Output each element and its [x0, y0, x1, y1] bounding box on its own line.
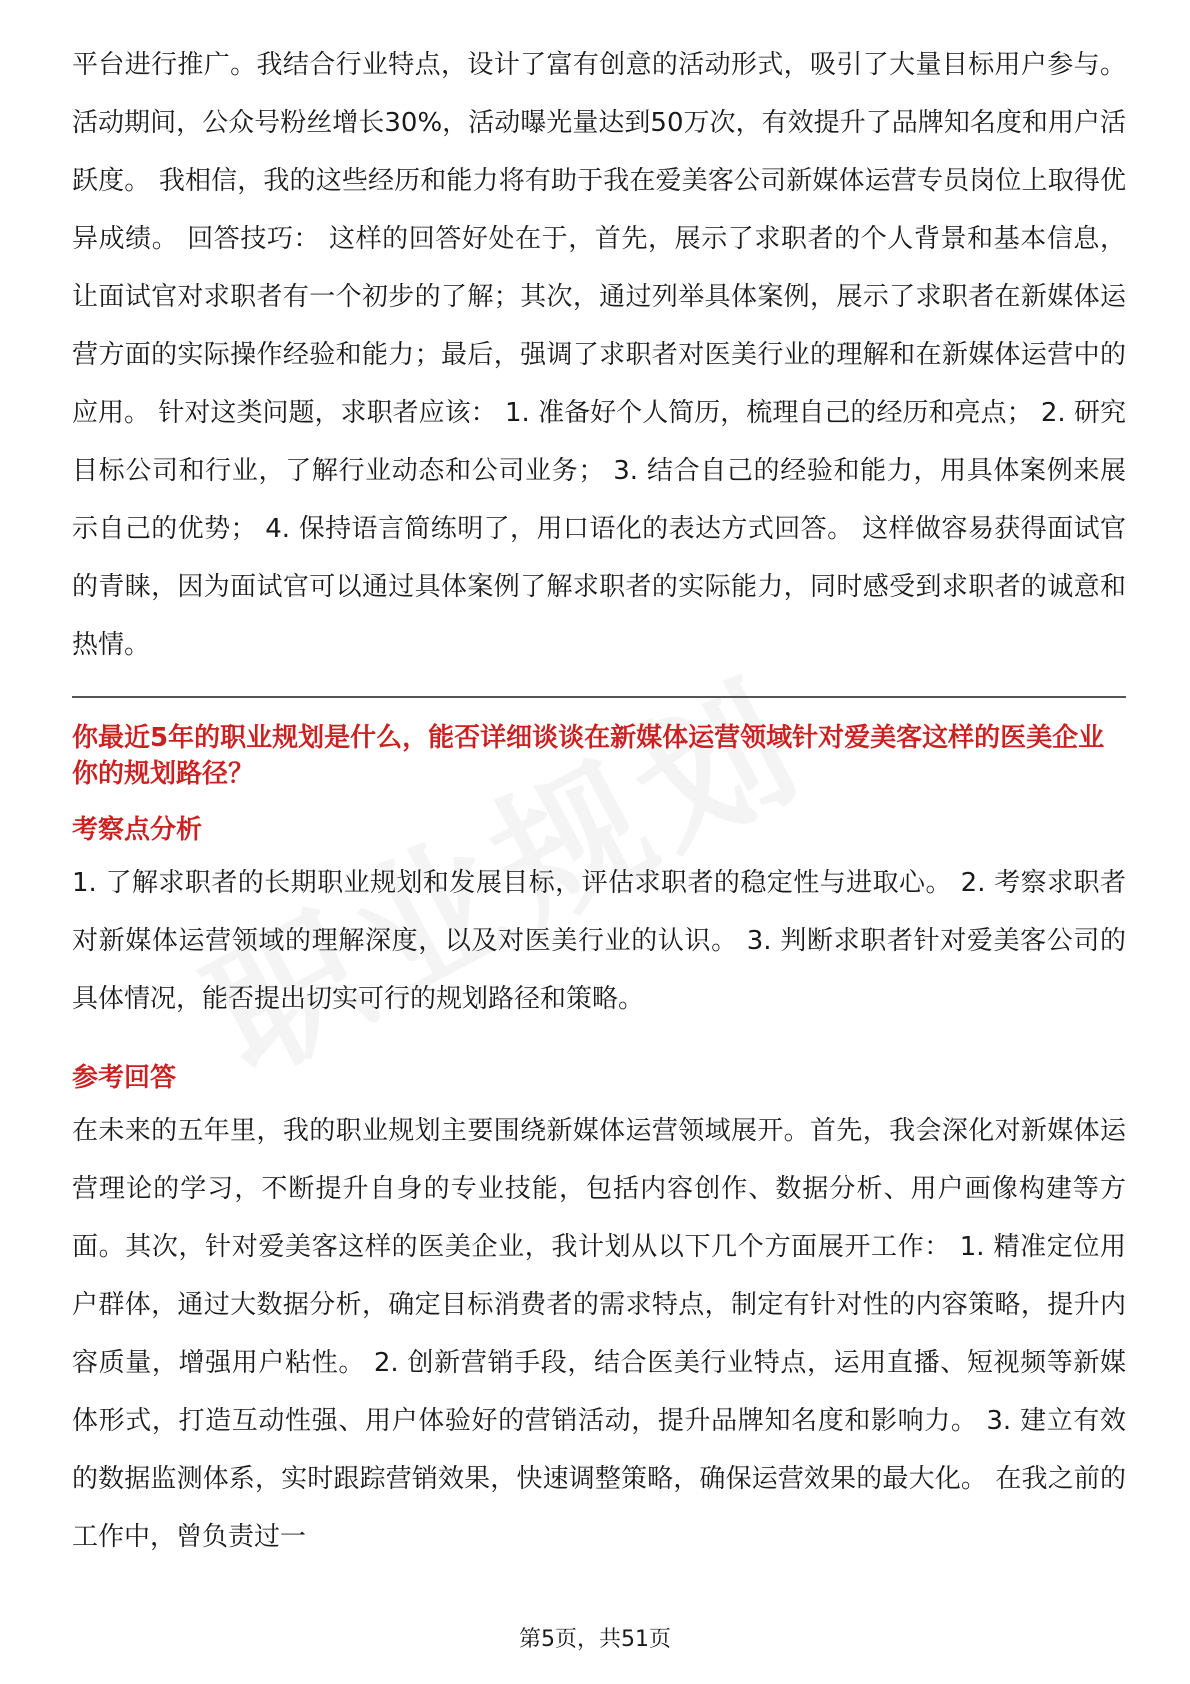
question-title: 你最近5年的职业规划是什么，能否详细谈谈在新媒体运营领域针对爱美客这样的医美企业你的规划路径？ [72, 723, 1105, 789]
document-page [72, 36, 1126, 1566]
analysis-text: 1. 了解求职者的长期职业规划和发展目标，评估求职者的稳定性与进取心。 2. 考察求职者对新媒体运营领域的理解深度，以及对医美行业的认识。 3. 判断求职者针对爱美客公司的具体情况，能否提出切实可行的规划路径和策略。 [72, 868, 1126, 1014]
page-number-footer: 第5页，共51页 [519, 1627, 671, 1652]
analysis-heading: 考察点分析 [72, 815, 203, 845]
intro-paragraph: 平台进行推广。我结合行业特点，设计了富有创意的活动形式，吸引了大量目标用户参与。活动期间，公众号粉丝增长30%，活动曝光量达到50万次，有效提升了品牌知名度和用户活跃度。 我相信，我的这些经历和能力将有助于我在爱美客公司新媒体运营专员岗位上取得优异成绩。 回答技巧： 这样的回答好处在于，首先，展示了求职者的个人背景和基本信息，让面试官对求职者有一个初步的了解；其次，通过列举具体案例，展示了求职者在新媒体运营方面的实际操作经验和能力；最后，强调了求职者对医美行业的理解和在新媒体运营中的应用。 针对这类问题，求职者应该： 1. 准备好个人简历，梳理自己的经历和亮点； 2. 研究目标公司和行业，了解行业动态和公司业务； 3. 结合自己的经验和能力，用具体案例来展示自己的优势； 4. 保持语言简练明了，用口语化的表达方式回答。 这样做容易获得面试官的青睐，因为面试官可以通过具体案例了解求职者的实际能力，同时感受到求职者的诚意和热情。 [72, 50, 1126, 660]
answer-heading: 参考回答 [72, 1063, 177, 1093]
answer-text: 在未来的五年里，我的职业规划主要围绕新媒体运营领域展开。首先，我会深化对新媒体运营理论的学习，不断提升自身的专业技能，包括内容创作、数据分析、用户画像构建等方面。其次，针对爱美客这样的医美企业，我计划从以下几个方面展开工作： 1. 精准定位用户群体，通过大数据分析，确定目标消费者的需求特点，制定有针对性的内容策略，提升内容质量，增强用户粘性。 2. 创新营销手段，结合医美行业特点，运用直播、短视频等新媒体形式，打造互动性强、用户体验好的营销活动，提升品牌知名度和影响力。 3. 建立有效的数据监测体系，实时跟踪营销效果，快速调整策略，确保运营效果的最大化。 在我之前的工作中，曾负责过一 [72, 1116, 1126, 1552]
section-divider [72, 696, 1126, 698]
